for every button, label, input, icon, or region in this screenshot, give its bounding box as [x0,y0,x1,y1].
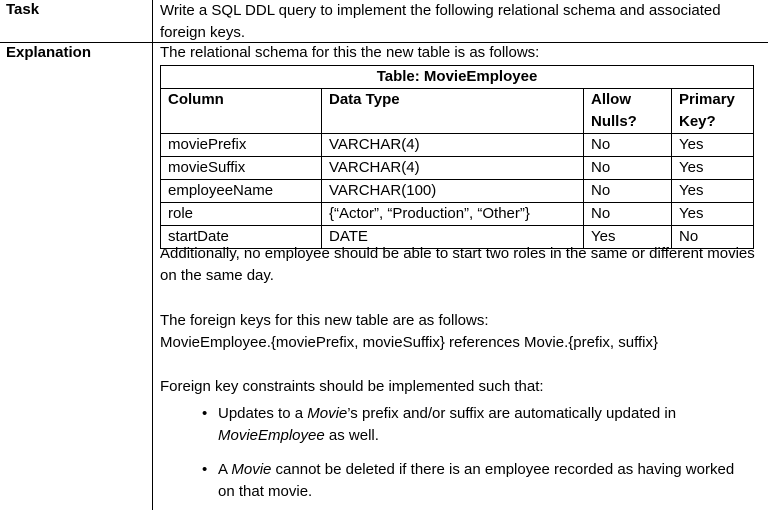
cell-data-type: {“Actor”, “Production”, “Other”} [322,203,584,226]
cell-primary-key: Yes [672,180,754,203]
cell-column: startDate [161,226,322,249]
table-row [161,157,754,180]
table-row [161,180,754,203]
cell-data-type: VARCHAR(4) [322,157,584,180]
cell-data-type: VARCHAR(100) [322,180,584,203]
cell-allow-nulls: No [584,134,672,157]
bullet-icon: • [202,461,208,478]
cell-primary-key: No [672,226,754,249]
fk-intro: The foreign keys for this new table are as follows: [160,312,489,329]
column-divider [152,0,153,510]
additional-note: Additionally, no employee should be able to start two roles in the same or different movies on the same day. [160,245,755,284]
table-row [161,203,754,226]
cell-column: employeeName [161,180,322,203]
table-caption: Table: MovieEmployee [160,65,754,88]
schema-table [160,65,754,249]
cell-data-type: DATE [322,226,584,249]
cell-primary-key: Yes [672,203,754,226]
cell-allow-nulls: No [584,157,672,180]
header-primary-key: Primary Key? [672,89,754,134]
cell-primary-key: Yes [672,157,754,180]
cell-column: movieSuffix [161,157,322,180]
cell-data-type: VARCHAR(4) [322,134,584,157]
fk-reference: MovieEmployee.{moviePrefix, movieSuffix} references Movie.{prefix, suffix} [160,334,659,351]
header-column: Column [161,89,322,134]
cell-allow-nulls: No [584,180,672,203]
schema-intro: The relational schema for this the new table is as follows: [160,44,540,61]
table-row [161,134,754,157]
cell-allow-nulls: No [584,203,672,226]
cell-primary-key: Yes [672,134,754,157]
header-data-type: Data Type [322,89,584,134]
explanation-label: Explanation [6,44,92,61]
list-item: • Updates to a Movie’s prefix and/or suffix are automatically updated in MovieEmployee as well. [202,405,677,444]
bullet-icon: • [202,405,208,422]
task-text: Write a SQL DDL query to implement the following relational schema and associated foreign keys. [160,2,721,41]
cell-column: moviePrefix [161,134,322,157]
list-item: • A Movie cannot be deleted if there is an employee recorded as having worked on that movie. [202,461,735,500]
header-allow-nulls: Allow Nulls? [584,89,672,134]
cell-column: role [161,203,322,226]
task-label: Task [6,1,40,18]
cell-allow-nulls: Yes [584,226,672,249]
constraints-intro: Foreign key constraints should be implemented such that: [160,378,544,395]
table-header-row [161,89,754,134]
constraint-list [160,403,750,515]
